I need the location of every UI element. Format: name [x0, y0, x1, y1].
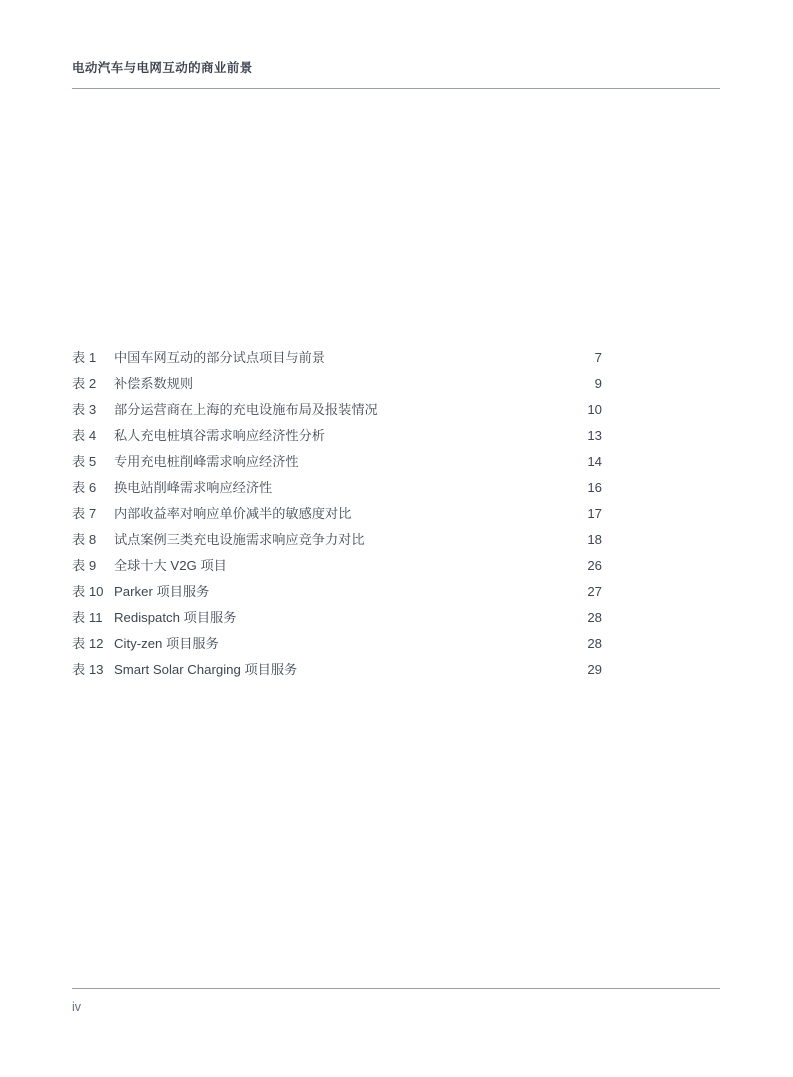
toc-entry-label: 部分运营商在上海的充电设施布局及报装情况: [114, 402, 378, 417]
toc-entry-number: 表 3: [72, 402, 97, 417]
toc-entry-page: 17: [587, 506, 602, 521]
toc-entry-page: 13: [587, 428, 602, 443]
toc-entry-label: 内部收益率对响应单价减半的敏感度对比: [114, 506, 352, 521]
running-head: 电动汽车与电网互动的商业前景: [72, 61, 253, 75]
list-item[interactable]: [72, 553, 720, 579]
toc-entry-label: 全球十大 V2G 项目: [114, 558, 227, 573]
toc-entry-page: 28: [587, 636, 602, 651]
toc-entry-number: 表 7: [72, 506, 97, 521]
toc-entry-page: 9: [594, 376, 602, 391]
toc-entry-label: Parker 项目服务: [114, 584, 210, 599]
toc-entry-number: 表 13: [72, 662, 104, 677]
toc-entry-page: 26: [587, 558, 602, 573]
toc-entry-number: 表 1: [72, 350, 97, 365]
footer-divider: [72, 988, 720, 989]
toc-entry-number: 表 9: [72, 558, 97, 573]
list-item[interactable]: [72, 397, 720, 423]
list-item[interactable]: [72, 657, 720, 683]
list-item[interactable]: [72, 423, 720, 449]
toc-entry-label: 换电站削峰需求响应经济性: [114, 480, 273, 495]
toc-entry-page: 29: [587, 662, 602, 677]
toc-entry-number: 表 6: [72, 480, 97, 495]
toc-entry-number: 表 10: [72, 584, 104, 599]
table-of-tables-list: [72, 345, 720, 683]
toc-entry-page: 18: [587, 532, 602, 547]
toc-entry-number: 表 11: [72, 610, 103, 625]
toc-entry-number: 表 5: [72, 454, 97, 469]
header-divider: [72, 88, 720, 89]
toc-entry-page: 16: [587, 480, 602, 495]
list-item[interactable]: [72, 475, 720, 501]
list-item[interactable]: [72, 449, 720, 475]
toc-entry-page: 10: [587, 402, 602, 417]
toc-entry-label: 试点案例三类充电设施需求响应竞争力对比: [114, 532, 365, 547]
toc-entry-number: 表 2: [72, 376, 97, 391]
toc-entry-page: 7: [594, 350, 602, 365]
list-item[interactable]: [72, 501, 720, 527]
list-item[interactable]: [72, 579, 720, 605]
toc-entry-number: 表 12: [72, 636, 104, 651]
list-item[interactable]: [72, 631, 720, 657]
toc-entry-label: Smart Solar Charging 项目服务: [114, 662, 298, 677]
list-item[interactable]: [72, 345, 720, 371]
toc-entry-page: 28: [587, 610, 602, 625]
toc-entry-label: 私人充电桩填谷需求响应经济性分析: [114, 428, 325, 443]
list-item[interactable]: [72, 605, 720, 631]
toc-entry-page: 27: [587, 584, 602, 599]
toc-entry-label: 中国车网互动的部分试点项目与前景: [114, 350, 325, 365]
toc-entry-label: 专用充电桩削峰需求响应经济性: [114, 454, 299, 469]
toc-entry-label: City-zen 项目服务: [114, 636, 219, 651]
page-number: iv: [72, 1000, 82, 1014]
toc-entry-number: 表 4: [72, 428, 97, 443]
toc-entry-page: 14: [587, 454, 602, 469]
toc-entry-label: Redispatch 项目服务: [114, 610, 237, 625]
toc-entry-label: 补偿系数规则: [114, 376, 194, 391]
toc-entry-number: 表 8: [72, 532, 97, 547]
list-item[interactable]: [72, 527, 720, 553]
list-item[interactable]: [72, 371, 720, 397]
